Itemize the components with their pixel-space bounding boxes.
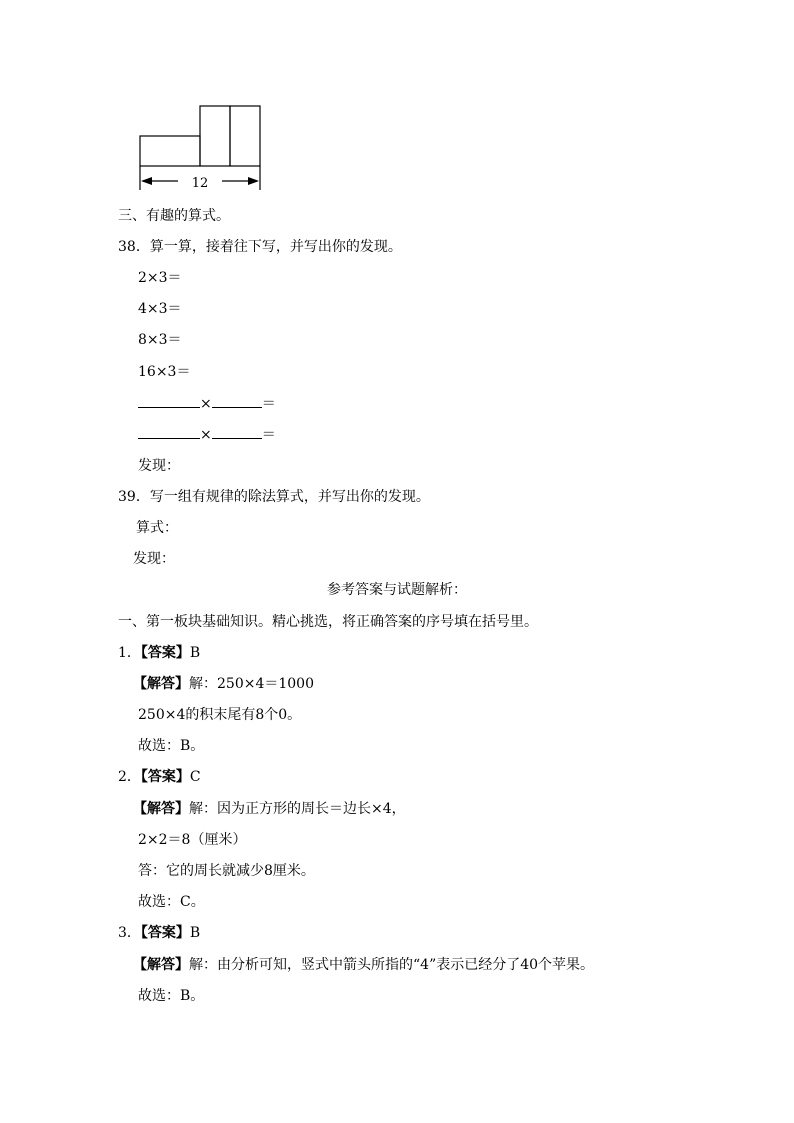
answer-2-line-3: 故选：C。 (138, 894, 205, 910)
q38-prompt: 38．算一算，接着往下写，并写出你的发现。 (118, 239, 402, 255)
blank-operand-2[interactable] (212, 393, 262, 408)
rectangle-figure (130, 100, 270, 195)
blank-operand-1[interactable] (138, 393, 200, 408)
arrowhead-right-icon (248, 177, 259, 185)
answer-2-explain (133, 799, 406, 819)
answer-1-line-2: 故选：B。 (138, 738, 205, 754)
q38-line-1: 2×3＝ (138, 270, 182, 286)
answer-1-line-1: 250×4的积末尾有8个0。 (138, 707, 302, 723)
answer-1-explain (133, 674, 314, 694)
answer-3-explain (133, 955, 594, 975)
answer-number: 1． (118, 645, 141, 661)
times-sign: × (200, 427, 212, 443)
answer-2-header (118, 767, 201, 787)
explain-tag: 【解答】 (133, 801, 189, 817)
answer-1-header (118, 643, 200, 663)
tall-rectangle-left (200, 106, 230, 166)
q38-line-3: 8×3＝ (138, 332, 182, 348)
blank-operand-2[interactable] (212, 424, 262, 439)
answer-tag: 【答案】 (140, 925, 190, 941)
answer-3-line-1: 故选：B。 (138, 988, 205, 1004)
answers-section1-heading: 一、第一板块基础知识。精心挑选，将正确答案的序号填在括号里。 (118, 614, 538, 630)
q38-blank-row-1 (138, 393, 276, 414)
dimension-label: 12 (191, 176, 209, 191)
answer-number: 2． (118, 769, 141, 785)
explain-text: 解：因为正方形的周长＝边长×4， (189, 801, 406, 817)
q38-blank-row-2 (138, 424, 276, 445)
answer-number: 3． (118, 925, 141, 941)
answer-2-line-2: 答：它的周长就减少8厘米。 (138, 863, 315, 879)
section3-heading: 三、有趣的算式。 (118, 208, 230, 224)
answer-value: C (189, 769, 201, 785)
explain-text: 解：由分析可知，竖式中箭头所指的“4”表示已经分了40个苹果。 (189, 957, 595, 973)
q38-line-4: 16×3＝ (138, 364, 191, 380)
explain-tag: 【解答】 (133, 957, 189, 973)
wide-rectangle (140, 136, 200, 166)
q39-discovery-label: 发现： (133, 551, 175, 567)
answer-value: B (189, 645, 201, 661)
answer-value: B (189, 925, 201, 941)
answer-tag: 【答案】 (140, 769, 190, 785)
blank-operand-1[interactable] (138, 424, 200, 439)
explain-text: 解：250×4＝1000 (189, 676, 314, 692)
arrowhead-left-icon (141, 177, 152, 185)
tall-rectangle-right (230, 106, 260, 166)
answers-title: 参考答案与试题解析： (327, 582, 467, 598)
equals-sign: ＝ (261, 427, 276, 443)
explain-tag: 【解答】 (133, 676, 189, 692)
q38-discovery-label: 发现： (138, 458, 180, 474)
equals-sign: ＝ (261, 396, 276, 412)
q39-prompt: 39．写一组有规律的除法算式，并写出你的发现。 (118, 489, 430, 505)
q39-formula-label: 算式： (136, 520, 178, 536)
times-sign: × (200, 396, 212, 412)
q38-line-2: 4×3＝ (138, 301, 182, 317)
answer-3-header (118, 923, 200, 943)
answer-2-line-1: 2×2＝8（厘米） (138, 832, 247, 848)
answer-tag: 【答案】 (140, 645, 190, 661)
